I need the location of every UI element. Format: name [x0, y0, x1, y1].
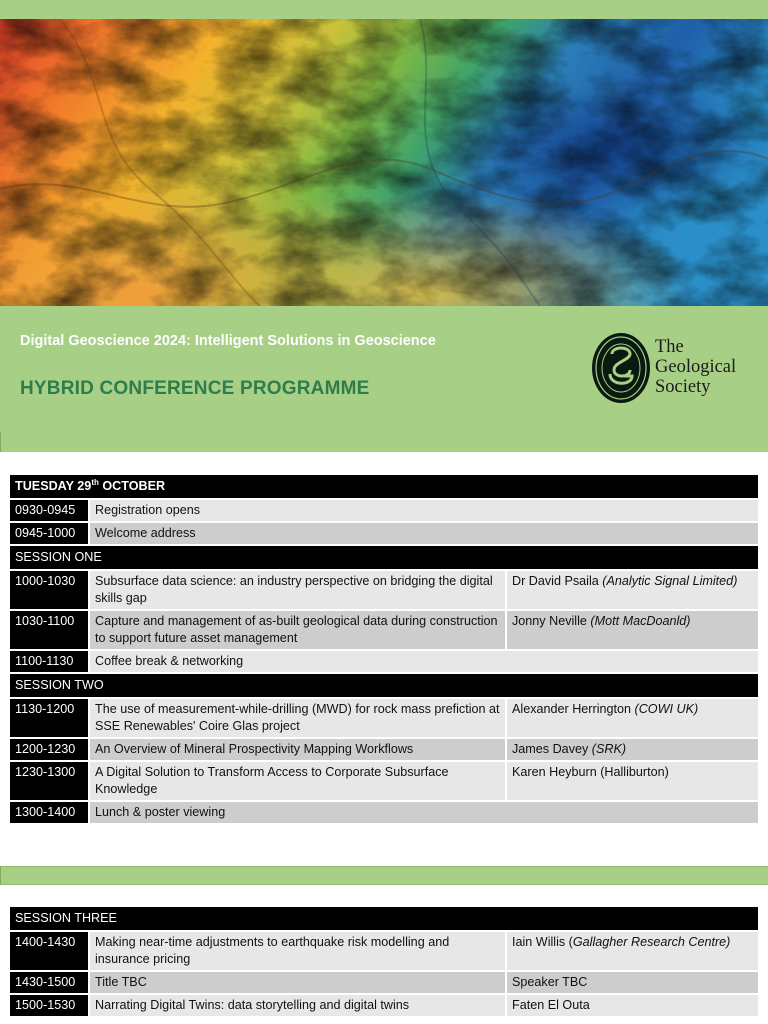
time-slot: 1500-1530 — [10, 995, 90, 1018]
speaker-cell — [505, 739, 758, 762]
time-slot: 1200-1230 — [10, 739, 90, 762]
schedule-row — [10, 500, 758, 523]
day-label: TUESDAY 29 — [15, 479, 92, 493]
schedule-row — [10, 571, 758, 611]
session-header — [10, 674, 758, 699]
speaker-name: Jonny Neville — [512, 614, 587, 628]
programme-title: HYBRID CONFERENCE PROGRAMME — [20, 378, 370, 399]
conference-title: Digital Geoscience 2024: Intelligent Solutions in Geoscience — [20, 333, 436, 349]
item-title: Narrating Digital Twins: data storytelling and digital twins — [90, 995, 505, 1018]
speaker-organisation: (Analytic Signal Limited) — [602, 574, 738, 588]
speaker-cell — [505, 995, 758, 1018]
speaker-cell — [505, 972, 758, 995]
time-slot: 1000-1030 — [10, 571, 90, 611]
speaker-name: Iain Willis ( — [512, 935, 573, 949]
speaker-cell — [505, 611, 758, 651]
page-break-green-bar — [0, 866, 768, 885]
item-title: Lunch & poster viewing — [90, 802, 758, 825]
schedule-row — [10, 972, 758, 995]
time-slot: 1230-1300 — [10, 762, 90, 802]
day-header — [10, 475, 758, 500]
time-slot: 1300-1400 — [10, 802, 90, 825]
item-title: Welcome address — [90, 523, 758, 546]
item-title: Subsurface data science: an industry perspective on bridging the digital skills gap — [90, 571, 505, 611]
speaker-cell — [505, 699, 758, 739]
session-header — [10, 546, 758, 571]
schedule-row — [10, 802, 758, 825]
speaker-organisation: (Mott MacDoanld) — [590, 614, 691, 628]
programme-table-afternoon — [10, 907, 758, 1018]
day-label-month: OCTOBER — [98, 479, 166, 493]
speaker-name: Faten El Outa — [512, 998, 590, 1012]
day-label-suffix: th — [91, 477, 99, 487]
speaker-name: Dr David Psaila — [512, 574, 599, 588]
speaker-cell — [505, 932, 758, 972]
speaker-name: Speaker TBC — [512, 975, 588, 989]
time-slot: 1400-1430 — [10, 932, 90, 972]
session-header — [10, 907, 758, 932]
time-slot: 1030-1100 — [10, 611, 90, 651]
top-green-bar — [0, 0, 768, 19]
logo-line-1: The — [655, 337, 684, 357]
page-break-divider — [0, 866, 1, 885]
speaker-organisation: (SRK) — [591, 742, 627, 756]
item-title: Capture and management of as-built geological data during construction to support future asset management — [90, 611, 505, 651]
society-seal-icon — [590, 330, 652, 406]
session-title: SESSION TWO — [10, 674, 758, 699]
session-title: SESSION THREE — [10, 907, 758, 932]
item-title: Title TBC — [90, 972, 505, 995]
speaker-cell — [505, 571, 758, 611]
item-title: Making near-time adjustments to earthquake risk modelling and insurance pricing — [90, 932, 505, 972]
speaker-name: Alexander Herrington — [512, 702, 632, 716]
time-slot: 0930-0945 — [10, 500, 90, 523]
speaker-name: Karen Heyburn (Halliburton) — [512, 765, 669, 779]
time-slot: 1100-1130 — [10, 651, 90, 674]
item-title: A Digital Solution to Transform Access to Corporate Subsurface Knowledge — [90, 762, 505, 802]
item-title: An Overview of Mineral Prospectivity Mapping Workflows — [90, 739, 505, 762]
hero-terrain-image — [0, 19, 768, 306]
time-slot: 1130-1200 — [10, 699, 90, 739]
schedule-row — [10, 699, 758, 739]
logo-line-3: Society — [655, 377, 711, 397]
schedule-row — [10, 932, 758, 972]
speaker-organisation: Gallagher Research Centre) — [572, 935, 731, 949]
schedule-row — [10, 523, 758, 546]
programme-table-tuesday — [10, 475, 758, 825]
speaker-name: James Davey — [512, 742, 589, 756]
session-title: SESSION ONE — [10, 546, 758, 571]
schedule-row — [10, 762, 758, 802]
time-slot: 0945-1000 — [10, 523, 90, 546]
schedule-row — [10, 995, 758, 1018]
speaker-cell — [505, 762, 758, 802]
logo-wordmark — [655, 337, 736, 397]
logo-line-2: Geological — [655, 357, 737, 377]
item-title: Coffee break & networking — [90, 651, 758, 674]
banner-divider — [0, 432, 1, 452]
speaker-organisation: (COWI UK) — [634, 702, 699, 716]
schedule-row — [10, 651, 758, 674]
time-slot: 1430-1500 — [10, 972, 90, 995]
geological-society-logo — [590, 330, 760, 408]
schedule-row — [10, 611, 758, 651]
item-title: Registration opens — [90, 500, 758, 523]
item-title: The use of measurement-while-drilling (MWD) for rock mass prefiction at SSE Renewables' Coire Glas project — [90, 699, 505, 739]
schedule-row — [10, 739, 758, 762]
